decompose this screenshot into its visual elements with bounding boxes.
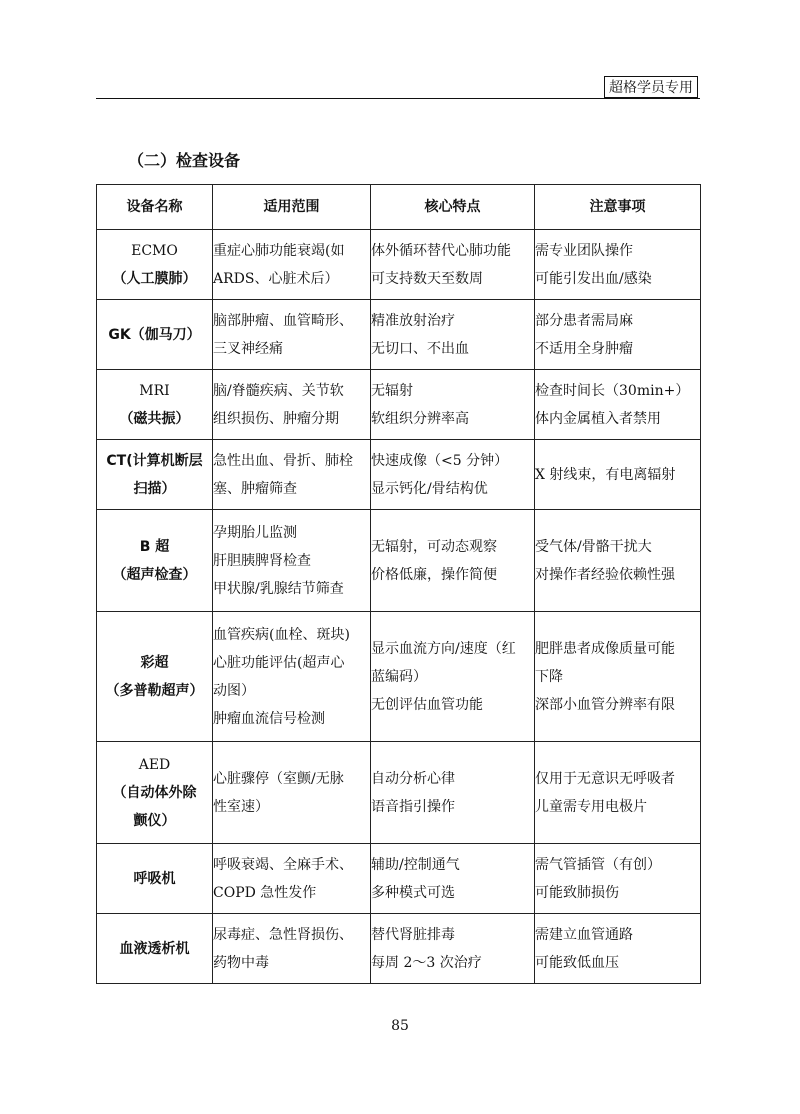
table-cell-notes	[535, 370, 701, 440]
table-cell-features	[371, 370, 535, 440]
cell-line: GK（伽马刀）	[108, 326, 201, 343]
cell-line: AED	[138, 756, 171, 773]
table-cell-features	[371, 300, 535, 370]
table-cell-scope	[213, 914, 371, 984]
cell-line: （多普勒超声）	[105, 682, 204, 699]
cell-line: 可支持数天至数周	[371, 270, 483, 287]
cell-line: 体内金属植入者禁用	[535, 410, 661, 427]
table-cell-name	[97, 300, 213, 370]
table-cell-notes	[535, 230, 701, 300]
cell-line: 可能致肺损伤	[535, 884, 619, 901]
cell-line: 辅助/控制通气	[371, 856, 460, 873]
table-row	[97, 230, 701, 300]
table-cell-name	[97, 742, 213, 844]
cell-line: 下降	[535, 668, 563, 685]
cell-line: B 超	[139, 538, 170, 555]
table-cell-scope	[213, 230, 371, 300]
cell-line: 扫描）	[133, 480, 176, 497]
cell-line: 无辐射，可动态观察	[371, 538, 497, 555]
cell-line: 呼吸衰竭、全麻手术、	[213, 856, 353, 873]
cell-line: 呼吸机	[133, 870, 176, 887]
table-cell-notes	[535, 914, 701, 984]
cell-line: 颤仪）	[133, 812, 176, 829]
cell-line: 儿童需专用电极片	[535, 798, 647, 815]
cell-line: 不适用全身肿瘤	[535, 340, 633, 357]
cell-line: 语音指引操作	[371, 798, 455, 815]
table-cell-features	[371, 230, 535, 300]
cell-line: COPD 急性发作	[213, 884, 317, 901]
table-cell-name	[97, 370, 213, 440]
table-row	[97, 440, 701, 510]
cell-line: 需气管插管（有创）	[535, 856, 661, 873]
table-cell-scope	[213, 742, 371, 844]
cell-line: 受气体/骨骼干扰大	[535, 538, 652, 555]
table-cell-name	[97, 510, 213, 612]
header-rule	[96, 98, 700, 99]
cell-line: 孕期胎儿监测	[213, 524, 297, 541]
table-cell-scope	[213, 440, 371, 510]
cell-line: 每周 2～3 次治疗	[371, 954, 482, 971]
cell-line: 蓝编码）	[371, 668, 427, 685]
cell-line: 精准放射治疗	[371, 312, 455, 329]
table-cell-features	[371, 440, 535, 510]
cell-line: 对操作者经验依赖性强	[535, 566, 675, 583]
table-cell-scope	[213, 300, 371, 370]
table-cell-features	[371, 510, 535, 612]
equipment-table	[96, 184, 701, 984]
cell-line: 检查时间长（30min+）	[535, 382, 690, 399]
cell-line: 仅用于无意识无呼吸者	[535, 770, 675, 787]
cell-line: X 射线束，有电离辐射	[535, 466, 676, 483]
cell-line: 部分患者需局麻	[535, 312, 633, 329]
cell-line: 重症心肺功能衰竭(如	[213, 242, 345, 259]
table-cell-scope	[213, 510, 371, 612]
header-tag: 超格学员专用	[604, 76, 698, 98]
table-row	[97, 300, 701, 370]
table-cell-name	[97, 230, 213, 300]
cell-line: 急性出血、骨折、肺栓	[213, 452, 353, 469]
table-row	[97, 742, 701, 844]
cell-line: 尿毒症、急性肾损伤、	[213, 926, 353, 943]
cell-line: 三叉神经痛	[213, 340, 283, 357]
cell-line: ECMO	[131, 242, 178, 259]
header-notes: 注意事项	[535, 185, 701, 230]
cell-line: （自动体外除	[112, 784, 197, 801]
header-scope: 适用范围	[213, 185, 371, 230]
header-features: 核心特点	[371, 185, 535, 230]
cell-line: 肥胖患者成像质量可能	[535, 640, 675, 657]
cell-line: 动图）	[213, 682, 255, 699]
cell-line: 无创评估血管功能	[371, 696, 483, 713]
table-row	[97, 914, 701, 984]
cell-line: 组织损伤、肿瘤分期	[213, 410, 339, 427]
table-cell-features	[371, 844, 535, 914]
cell-line: 甲状腺/乳腺结节筛查	[213, 580, 344, 597]
cell-line: 快速成像（<5 分钟）	[371, 452, 509, 469]
table-row	[97, 370, 701, 440]
cell-line: 心脏功能评估(超声心	[213, 654, 345, 671]
cell-line: 显示钙化/骨结构优	[371, 480, 488, 497]
cell-line: 无切口、不出血	[371, 340, 469, 357]
cell-line: （人工膜肺）	[112, 270, 197, 287]
cell-line: 价格低廉，操作简便	[371, 566, 497, 583]
table-cell-features	[371, 612, 535, 742]
table-cell-name	[97, 612, 213, 742]
cell-line: 可能致低血压	[535, 954, 619, 971]
cell-line: ARDS、心脏术后）	[213, 270, 339, 287]
cell-line: 肿瘤血流信号检测	[213, 710, 325, 727]
cell-line: 多种模式可选	[371, 884, 455, 901]
cell-line: CT(计算机断层	[106, 452, 203, 469]
table-cell-features	[371, 914, 535, 984]
header-equipment-name: 设备名称	[97, 185, 213, 230]
table-cell-notes	[535, 742, 701, 844]
cell-line: 肝胆胰脾肾检查	[213, 552, 311, 569]
cell-line: 无辐射	[371, 382, 413, 399]
table-cell-name	[97, 844, 213, 914]
table-body	[97, 230, 701, 984]
table-cell-features	[371, 742, 535, 844]
table-cell-name	[97, 440, 213, 510]
page-number: 85	[391, 1018, 409, 1034]
table-header-row	[97, 185, 701, 230]
table-cell-scope	[213, 370, 371, 440]
cell-line: 体外循环替代心肺功能	[371, 242, 511, 259]
cell-line: 需专业团队操作	[535, 242, 633, 259]
cell-line: 可能引发出血/感染	[535, 270, 652, 287]
cell-line: 软组织分辨率高	[371, 410, 469, 427]
table-cell-notes	[535, 612, 701, 742]
table-cell-notes	[535, 440, 701, 510]
cell-line: 深部小血管分辨率有限	[535, 696, 675, 713]
table-row	[97, 844, 701, 914]
cell-line: 脑部肿瘤、血管畸形、	[213, 312, 353, 329]
cell-line: （超声检查）	[112, 566, 197, 583]
table-cell-notes	[535, 300, 701, 370]
cell-line: （磁共振）	[119, 410, 190, 427]
table-cell-notes	[535, 844, 701, 914]
table-row	[97, 510, 701, 612]
cell-line: 需建立血管通路	[535, 926, 633, 943]
table-cell-name	[97, 914, 213, 984]
cell-line: 药物中毒	[213, 954, 269, 971]
cell-line: 血液透析机	[119, 940, 190, 957]
cell-line: 血管疾病(血栓、斑块)	[213, 626, 350, 643]
cell-line: 彩超	[140, 654, 169, 671]
table-cell-scope	[213, 844, 371, 914]
cell-line: 脑/脊髓疾病、关节软	[213, 382, 344, 399]
cell-line: 塞、肿瘤筛查	[213, 480, 297, 497]
cell-line: 替代肾脏排毒	[371, 926, 455, 943]
table-cell-notes	[535, 510, 701, 612]
cell-line: MRI	[139, 382, 170, 399]
table-cell-scope	[213, 612, 371, 742]
table-row	[97, 612, 701, 742]
cell-line: 心脏骤停（室颤/无脉	[213, 770, 344, 787]
cell-line: 性室速）	[213, 798, 269, 815]
section-title: （二）检查设备	[128, 151, 241, 170]
cell-line: 显示血流方向/速度（红	[371, 640, 516, 657]
cell-line: 自动分析心律	[371, 770, 455, 787]
